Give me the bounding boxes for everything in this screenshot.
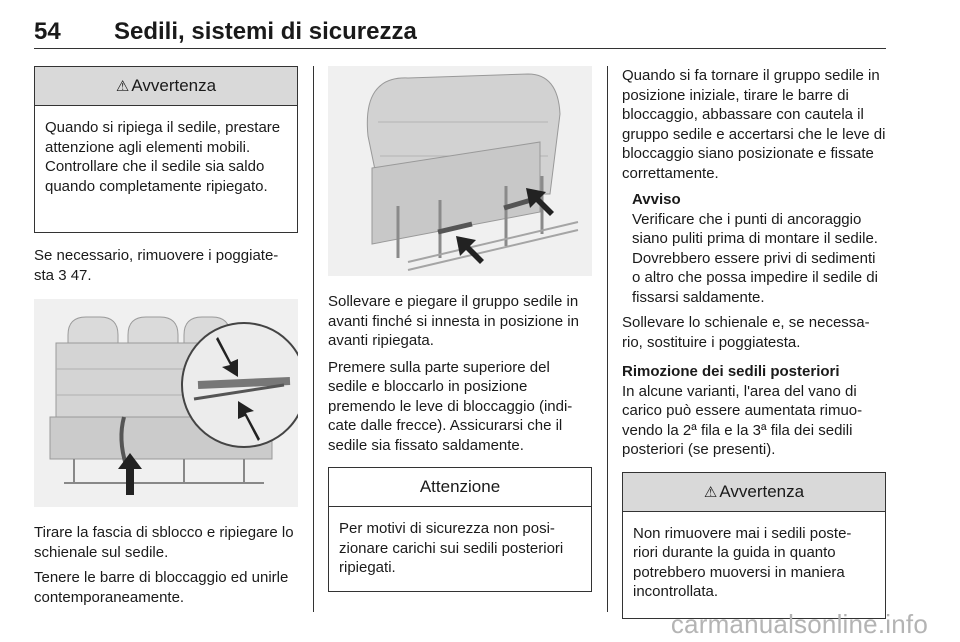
warning-header: [35, 67, 297, 106]
folded-seat-illustration: [328, 66, 592, 276]
press-paragraph: Premere sulla parte superiore del sedile e bloccarlo in posizione premendo le leve di bloccaggio (indi-cate dalle frecce). Assicurarsi che il sedile sia fissato saldamente.: [328, 358, 573, 454]
column-right: [622, 66, 886, 619]
lift-paragraph: Sollevare e piegare il gruppo sedile in avanti finché si innesta in posizione in avanti ripiegata.: [328, 293, 579, 349]
removal-heading: Rimozione dei sedili posteriori: [622, 363, 840, 380]
warning-box-right: [622, 472, 886, 619]
note-block: [632, 190, 886, 307]
warning-header-right: [623, 473, 885, 512]
watermark: carmanualsonline.info: [670, 609, 928, 639]
attention-text: Per motivi di sicurezza non posi-zionare carichi sui sedili posteriori ripiegati.: [339, 520, 564, 576]
attention-box: [328, 467, 592, 592]
strap-paragraph: Tirare la fascia di sblocco e ripiegare lo schienale sul sedile.: [34, 524, 294, 561]
note-title: Avviso: [632, 191, 681, 208]
column-left: [34, 66, 298, 607]
headrest-text: Se necessario, rimuovere i poggiate-sta: [34, 247, 279, 284]
warning-text-right: Non rimuovere mai i sedili poste-riori durante la guida in quanto potrebbero muoversi in maniera incontrollata.: [633, 524, 852, 600]
column-divider: [607, 66, 608, 612]
warning-triangle-icon: ⚠: [703, 483, 718, 501]
attention-header: [329, 468, 591, 507]
headrest-paragraph: [34, 246, 298, 285]
warning-box: [34, 66, 298, 233]
page-number: 54: [34, 18, 61, 45]
illustration-folded-seat: [328, 66, 592, 276]
illustration-release-strap: [34, 299, 298, 507]
warning-text: Quando si ripiega il sedile, prestare attenzione agli elementi mobili. Controllare che il sedile sia saldo quando completamente ripiegato.: [45, 119, 281, 195]
warning-title-right: Avvertenza: [719, 481, 805, 501]
attention-title: Attenzione: [419, 477, 501, 496]
backrest-paragraph: Sollevare lo schienale e, se necessa-rio, sostituire i poggiatesta.: [622, 314, 870, 351]
bars-paragraph: Tenere le barre di bloccaggio ed unirle contemporaneamente.: [34, 569, 289, 606]
section-title: Sedili, sistemi di sicurezza: [114, 18, 417, 45]
headrest-page-ref[interactable]: 3 47.: [58, 266, 92, 284]
column-middle: [328, 66, 592, 592]
removal-paragraph: In alcune varianti, l'area del vano di carico può essere aumentata rimuo-vendo la 2ª fila e la 3ª fila dei sedili posteriori (se presenti).: [622, 382, 863, 458]
column-divider: [313, 66, 314, 612]
page-header: [34, 14, 886, 49]
note-text: Verificare che i punti di ancoraggio siano puliti prima di montare il sedile. Dovrebbero essere privi di sedimenti o altro che possa impedire il sedile di fissarsi saldamente.: [632, 210, 878, 306]
return-paragraph: Quando si fa tornare il gruppo sedile in posizione iniziale, tirare le barre di bloccaggio, abbassare con cautela il gruppo sedile e accertarsi che le leve di bloccaggio siano posizionate e fissate correttamente.: [622, 67, 886, 182]
warning-title: Avvertenza: [131, 76, 217, 95]
seat-bench-illustration: [34, 299, 298, 507]
warning-triangle-icon: ⚠: [115, 78, 130, 95]
